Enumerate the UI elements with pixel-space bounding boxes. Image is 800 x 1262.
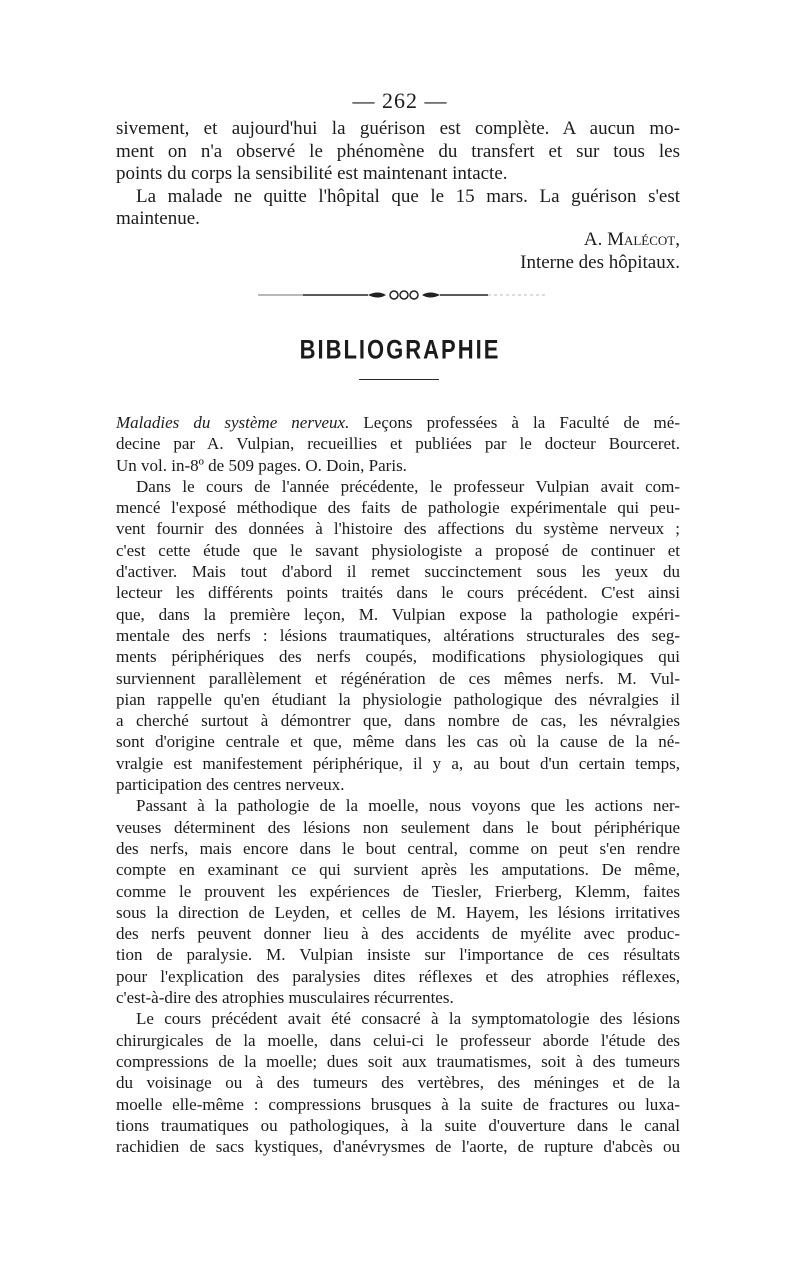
text-line: compressions de la moelle; dues soit aux traumatismes, soit à des tumeurs bbox=[116, 1051, 680, 1071]
text-line: points du corps la sensibilité est maintenant intacte. bbox=[116, 163, 508, 184]
text-line: Un vol. in-8º de 509 pages. O. Doin, Paris. bbox=[116, 455, 407, 475]
text-line: vralgie est manifestement périphérique, il y a, au bout d'un certain temps, bbox=[116, 753, 680, 773]
text-line: tions traumatiques ou pathologiques, à la suite d'ouverture dans le canal bbox=[116, 1115, 680, 1135]
text-line: Passant à la pathologie de la moelle, nous voyons que les actions ner- bbox=[136, 796, 680, 816]
text-line: sont d'origine centrale et que, même dans les cas où la cause de la né- bbox=[116, 732, 680, 752]
text-line: moelle elle-même : compressions brusques à la suite de fractures ou luxa- bbox=[116, 1094, 680, 1114]
text-line: Dans le cours de l'année précédente, le professeur Vulpian avait com- bbox=[136, 476, 680, 496]
book-title: Maladies du système nerveux. bbox=[116, 413, 350, 432]
text-line: rachidien de sacs kystiques, d'anévrysmes de l'aorte, de rupture d'abcès ou bbox=[116, 1137, 680, 1157]
text-line: decine par A. Vulpian, recueillies et publiées par le docteur Bourceret. bbox=[116, 434, 680, 454]
text-line: d'activer. Mais tout d'abord il remet succinctement sous les yeux du bbox=[116, 562, 680, 582]
text-line: veuses déterminent des lésions non seulement dans le bout périphérique bbox=[116, 817, 680, 837]
heading-rule bbox=[359, 379, 439, 380]
text-line: compte en examinant ce qui survient après les amputations. De même, bbox=[116, 860, 680, 880]
text-line: a cherché surtout à démontrer que, dans nombre de cas, les névralgies bbox=[116, 711, 680, 731]
text-line: sous la direction de Leyden, et celles de M. Hayem, les lésions irritatives bbox=[116, 902, 680, 922]
bibliography-entry-line bbox=[116, 412, 680, 433]
text-line: des nerfs peuvent donner lieu à des accidents de myélite avec produc- bbox=[116, 924, 680, 944]
case-report-text bbox=[116, 118, 680, 231]
text-line: ments périphériques des nerfs coupés, modifications physiologiques qui bbox=[116, 647, 680, 667]
entry-text: Leçons professées à la Faculté de mé- bbox=[363, 413, 680, 432]
text-line: que, dans la première leçon, M. Vulpian expose la pathologie expéri- bbox=[116, 604, 680, 624]
text-line: mentale des nerfs : lésions traumatiques, altérations structurales des seg- bbox=[116, 625, 680, 645]
text-line: mencé l'exposé méthodique des faits de pathologie expérimentale qui peu- bbox=[116, 498, 680, 518]
text-line: pour l'explication des paralysies dites réflexes et des atrophies réflexes, bbox=[116, 966, 680, 986]
text-line: participation des centres nerveux. bbox=[116, 775, 345, 795]
author-signature-name: A. Malécot, bbox=[583, 229, 680, 250]
section-heading: BIBLIOGRAPHIE bbox=[299, 334, 501, 365]
text-line: comme le prouvent les expériences de Tiesler, Frierberg, Klemm, faites bbox=[116, 881, 680, 901]
text-line: ment on n'a observé le phénomène du transfert et sur tous les bbox=[116, 140, 680, 162]
text-line: pian rappelle qu'en étudiant la physiologie pathologique des névralgies il bbox=[116, 689, 680, 709]
text-line: du voisinage ou à des tumeurs des vertèbres, des méninges et de la bbox=[116, 1073, 680, 1093]
text-line: tion de paralysie. M. Vulpian insiste sur l'importance de ces résultats bbox=[116, 945, 680, 965]
text-line: chirurgicales de la moelle, dans celui-ci le professeur aborde l'étude des bbox=[116, 1030, 680, 1050]
text-line: c'est-à-dire des atrophies musculaires récurrentes. bbox=[116, 988, 454, 1008]
text-line: des nerfs, mais encore dans le bout central, comme on peut s'en rendre bbox=[116, 838, 680, 858]
bibliography-text bbox=[116, 412, 680, 1157]
text-line: La malade ne quitte l'hôpital que le 15 mars. La guérison s'est bbox=[136, 185, 680, 207]
text-line: vent fournir des données à l'histoire des affections du système nerveux ; bbox=[116, 519, 680, 539]
author-signature-role: Interne des hôpitaux. bbox=[520, 252, 680, 273]
page-number: — 262 — bbox=[352, 88, 448, 113]
text-line: sivement, et aujourd'hui la guérison est complète. A aucun mo- bbox=[116, 118, 680, 139]
decorative-separator-icon bbox=[258, 289, 548, 301]
text-line: maintenue. bbox=[116, 208, 200, 229]
text-line: Le cours précédent avait été consacré à la symptomatologie des lésions bbox=[136, 1009, 680, 1029]
text-line: lecteur les différents points traités dans le cours précédent. C'est ainsi bbox=[116, 583, 680, 603]
text-line: surviennent parallèlement et régénération de ces mêmes nerfs. M. Vul- bbox=[116, 668, 680, 688]
text-line: c'est cette étude que le savant physiologiste a proposé de continuer et bbox=[116, 540, 680, 560]
